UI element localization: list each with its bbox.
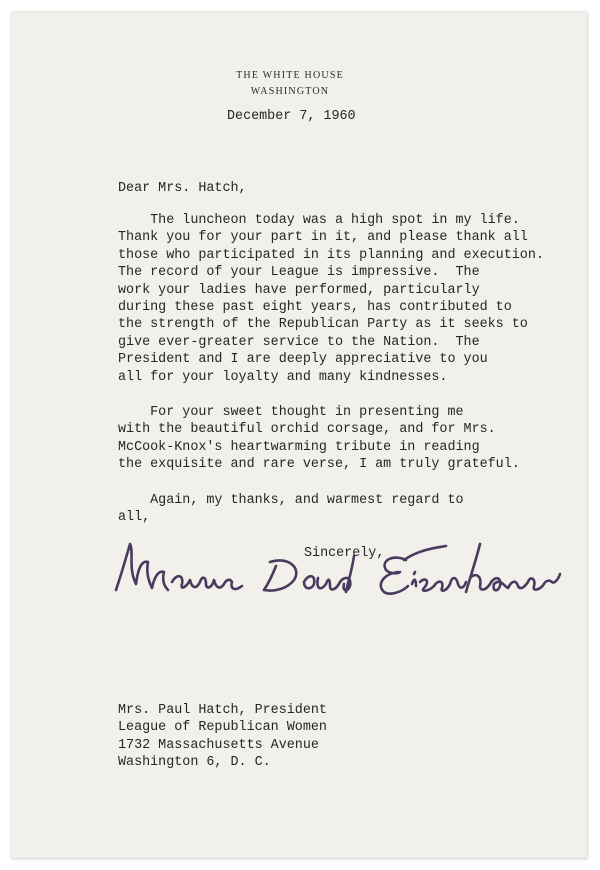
paragraph-line: Again, my thanks, and warmest regard to: [118, 493, 464, 508]
paragraph-line: President and I are deeply appreciative to you: [118, 352, 488, 368]
paragraph-line: during these past eight years, has contributed to: [118, 299, 512, 315]
paragraph-line: McCook-Knox's heartwarming tribute in reading: [118, 439, 480, 455]
paragraph-line: all for your loyalty and many kindnesses.: [118, 369, 448, 385]
address-line: Washington 6, D. C.: [118, 755, 271, 771]
paragraph-line: give ever-greater service to the Nation. The: [118, 334, 480, 350]
letterhead-location: WASHINGTON: [250, 86, 330, 97]
paragraph-line: The luncheon today was a high spot in my life.: [118, 213, 520, 228]
paragraph-line: work your ladies have performed, particularly: [118, 282, 480, 298]
letter-date: December 7, 1960: [227, 109, 356, 124]
paragraph-3: [118, 492, 464, 527]
paragraph-line: Thank you for your part in it, and please thank all: [118, 230, 528, 246]
paragraph-line: with the beautiful orchid corsage, and for Mrs.: [118, 422, 496, 438]
paragraph-2: [118, 404, 520, 474]
letterhead-title: THE WHITE HOUSE: [236, 70, 344, 81]
paragraph-line: the exquisite and rare verse, I am truly grateful.: [118, 457, 520, 473]
salutation: Dear Mrs. Hatch,: [118, 181, 247, 196]
address-line: Mrs. Paul Hatch, President: [118, 703, 327, 718]
paragraph-line: For your sweet thought in presenting me: [118, 405, 464, 420]
paragraph-line: the strength of the Republican Party as it seeks to: [118, 317, 528, 333]
closing: Sincerely,: [304, 546, 385, 561]
paragraph-line: The record of your League is impressive. The: [118, 265, 480, 281]
handwritten-signature: [108, 538, 568, 618]
address-line: League of Republican Women: [118, 720, 327, 736]
recipient-address: [118, 702, 327, 772]
paragraph-line: those who participated in its planning and execution.: [118, 247, 544, 263]
paragraph-1: [118, 212, 544, 386]
address-line: 1732 Massachusetts Avenue: [118, 737, 319, 753]
paragraph-line: all,: [118, 510, 151, 526]
